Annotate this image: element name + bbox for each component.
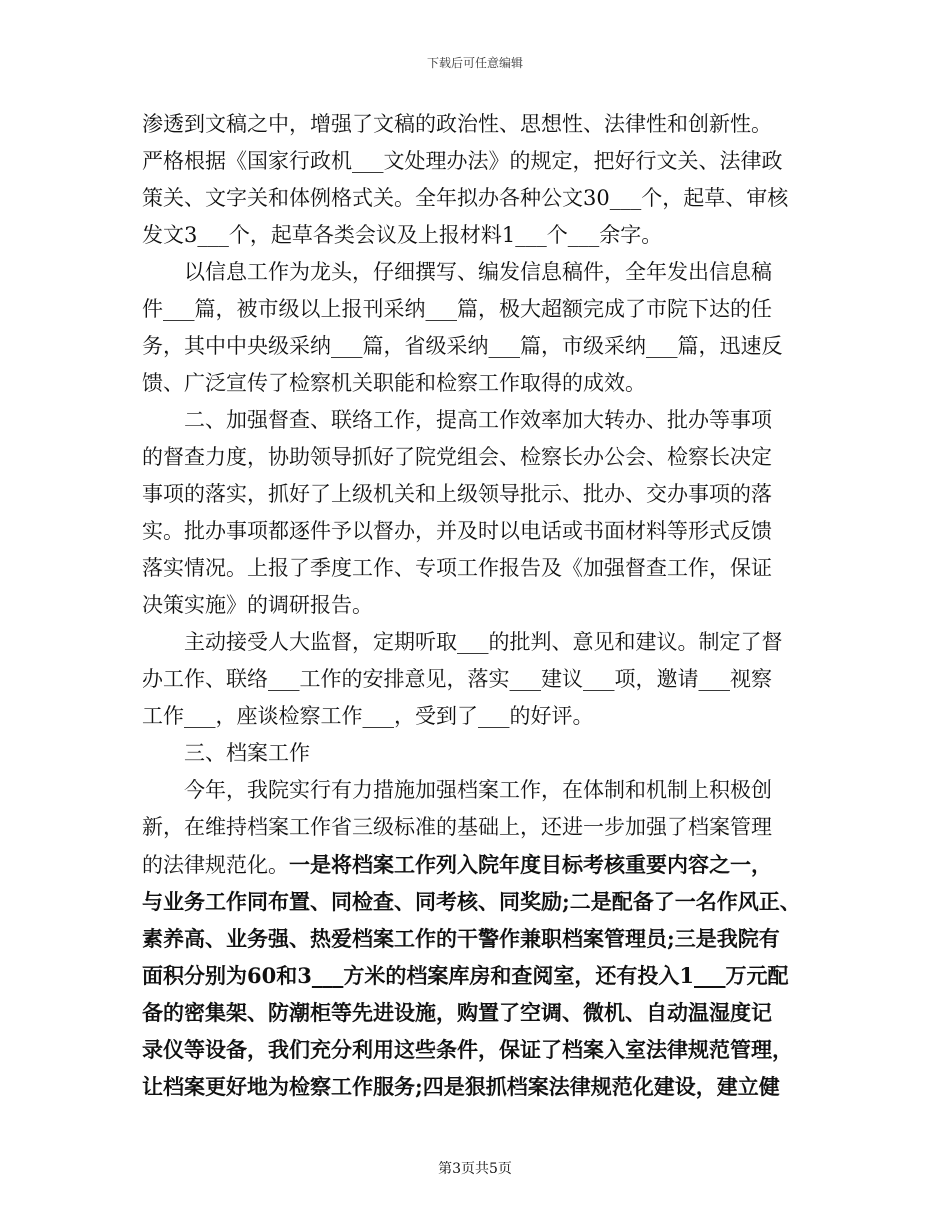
text-line-7: 务，其中中央级采纳___篇，省级采纳___篇，市级采纳___篇，迅速反: [142, 334, 783, 358]
text-line-9: 二、加强督查、联络工作，提高工作效率加大转办、批办等事项: [184, 408, 772, 432]
text-line-1: 渗透到文稿之中，增强了文稿的政治性、思想性、法律性和创新性。: [142, 112, 772, 136]
text-line-19: 今年，我院实行有力措施加强档案工作，在体制和机制上积极创: [184, 778, 772, 802]
text-line-20: 新，在维持档案工作省三级标准的基础上，还进一步加强了档案管理: [142, 815, 772, 839]
text-line-3: 策关、文字关和体例格式关。全年拟办各种公文30___个，起草、审核: [142, 186, 789, 210]
text-line-5: 以信息工作为龙头，仔细撰写、编发信息稿件，全年发出信息稿: [184, 260, 772, 284]
text-line-4: 发文3___个，起草各类会议及上报材料1___个___余字。: [142, 223, 663, 247]
text-line-21-bold: 一是将档案工作列入院年度目标考核重要内容之一，: [289, 852, 772, 877]
text-line-26: 录仪等设备，我们充分利用这些条件，保证了档案入室法律规范管理，: [142, 1037, 793, 1062]
text-line-27: 让档案更好地为检察工作服务;四是狠抓档案法律规范化建设，建立健: [142, 1074, 780, 1099]
text-line-23: 素养高、业务强、热爱档案工作的干警作兼职档案管理员;三是我院有: [142, 926, 780, 951]
page-header: 下载后可任意编辑: [426, 56, 523, 70]
text-line-21: [142, 846, 808, 883]
text-line-21-normal: 的法律规范化。: [142, 853, 289, 877]
text-line-16: 办工作、联络___工作的安排意见，落实___建议___项，邀请___视察: [142, 667, 772, 691]
section-heading: 三、档案工作: [184, 741, 310, 765]
page-number: 第3页共5页: [438, 1161, 512, 1177]
text-line-14: 决策实施》的调研报告。: [142, 593, 373, 617]
text-line-22: 与业务工作同布置、同检查、同考核、同奖励;二是配备了一名作风正、: [142, 889, 801, 914]
text-line-11: 事项的落实，抓好了上级机关和上级领导批示、批办、交办事项的落: [142, 482, 772, 506]
text-line-6: 件___篇，被市级以上报刊采纳___篇，极大超额完成了市院下达的任: [142, 297, 772, 321]
text-line-13: 落实情况。上报了季度工作、专项工作报告及《加强督查工作，保证: [142, 556, 772, 580]
text-line-25: 备的密集架、防潮柜等先进设施，购置了空调、微机、自动温湿度记: [142, 1000, 772, 1025]
text-line-24: 面积分别为60和3___方米的档案库房和查阅室，还有投入1___万元配: [142, 963, 789, 988]
document-body: [142, 106, 808, 1105]
text-line-12: 实。批办事项都逐件予以督办，并及时以电话或书面材料等形式反馈: [142, 519, 772, 543]
text-line-15: 主动接受人大监督，定期听取___的批判、意见和建议。制定了督: [184, 630, 783, 654]
text-line-10: 的督查力度，协助领导抓好了院党组会、检察长办公会、检察长决定: [142, 445, 772, 469]
text-line-2: 严格根据《国家行政机___文处理办法》的规定，把好行文关、法律政: [142, 149, 783, 173]
text-line-8: 馈、广泛宣传了检察机关职能和检察工作取得的成效。: [142, 371, 646, 395]
text-line-17: 工作___，座谈检察工作___，受到了___的好评。: [142, 704, 594, 728]
